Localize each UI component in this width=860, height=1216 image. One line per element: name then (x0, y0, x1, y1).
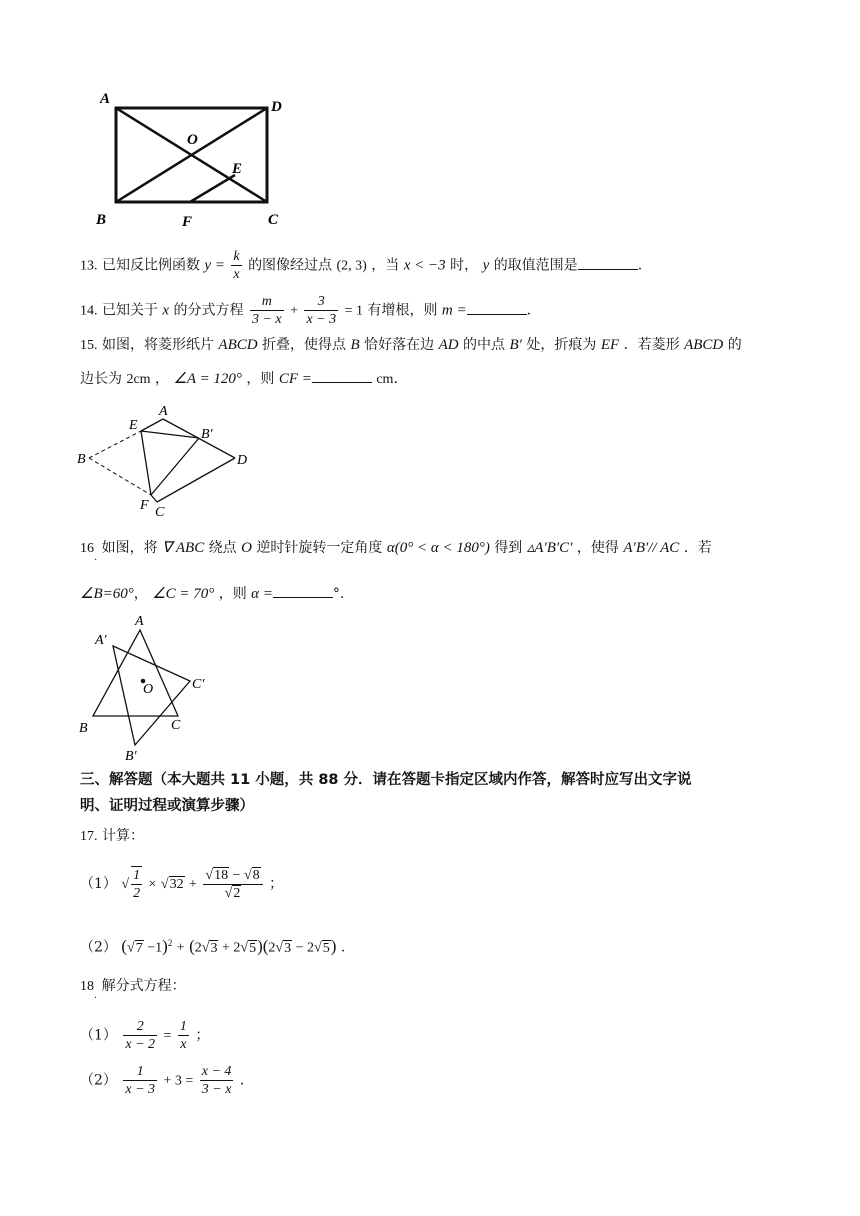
question-17-part-1: （1） √ $\frac{1}{2}$ × √32 + $\frac{√18 - √8}{√2}$ ； (80, 867, 284, 901)
fraction-sqrt: $\frac{√18 - √8}{√2}$ (203, 867, 262, 902)
question-14: 14. 已知关于 x 的分式方程 $\frac{m}{3 - x}$ + $\frac{3}{x - 3}$ = 1 有增根，则 m = . (80, 294, 532, 327)
label-F: F (140, 498, 149, 513)
question-16-line-1: $16_.$ 如图，将 ∇ ABC 绕点 O 逆时针旋转一定角度 α(0° < α < 180°) 得到 ▵A′B′C′ ，使得 A′B′// AC ．若 (80, 540, 712, 563)
label-A-prime: A′ (95, 633, 107, 648)
label-B: B (79, 721, 88, 736)
label-A: A (135, 614, 144, 629)
label-F: F (182, 214, 193, 230)
label-B: B (96, 212, 107, 228)
question-13: 13. 已知反比例函数 y = $\frac{k}{x}$ 的图像经过点 (2, 3) ，当 x < −3 时， y 的取值范围是 . (80, 249, 643, 282)
label-O: O (187, 132, 198, 148)
answer-blank-15[interactable] (312, 368, 372, 383)
rectangle-figure (90, 85, 305, 235)
label-D: D (237, 453, 248, 468)
answer-blank-14[interactable] (467, 300, 527, 315)
label-B-prime: B′ (201, 427, 213, 442)
label-B-prime: B′ (125, 749, 137, 764)
fraction-m: $\frac{m}{3 - x}$ (251, 294, 282, 327)
label-A: A (159, 404, 168, 419)
label-B: B (77, 452, 86, 467)
label-C-prime: C′ (192, 677, 205, 692)
rotation-figure (75, 608, 220, 768)
label-D: D (271, 99, 282, 115)
question-17: 17. 计算： (80, 828, 144, 844)
question-18-part-2: （2） $\frac{1}{x - 3}$ + 3 = $\frac{x - 4}{3 - x}$ . (80, 1064, 245, 1097)
question-16-line-2: ∠B=60°， ∠C = 70° ，则 α = °. (80, 583, 344, 604)
question-18: $18_.$ 解分式方程： (80, 978, 186, 1001)
label-E: E (232, 161, 243, 177)
question-15-line-2: 边长为 2cm ， ∠A = 120° ，则 CF = cm. (80, 368, 398, 390)
answer-blank-13[interactable] (578, 255, 638, 270)
section-3-heading-cont: 明、证明过程或演算步骤） (80, 798, 254, 814)
label-C: C (268, 212, 279, 228)
label-C: C (171, 718, 181, 733)
section-3-heading: 三、解答题（本大题共 11 小题，共 88 分．请在答题卡指定区域内作答，解答时应写出文字说 (80, 772, 692, 788)
label-A: A (100, 91, 111, 107)
fraction-3: $\frac{3}{x - 3}$ (306, 294, 337, 327)
answer-blank-16[interactable] (273, 583, 333, 598)
question-18-part-1: （1） $\frac{2}{x - 2}$ = $\frac{1}{x}$ ； (80, 1019, 210, 1052)
label-E: E (129, 418, 138, 433)
fraction-k-over-x: $\frac{k}{x}$ (233, 249, 240, 282)
label-O: O (143, 682, 154, 697)
label-C: C (155, 505, 165, 520)
question-15-line-1: 15. 如图，将菱形纸片 ABCD 折叠，使得点 B 恰好落在边 AD 的中点 B′ 处，折痕为 EF ．若菱形 ABCD 的 (80, 337, 742, 353)
rhombus-fold-figure (75, 400, 265, 520)
question-17-part-2: （2） $(√7 -1)^2 + (2√3 + 2√5)(2√3 - 2√5)$ . (80, 936, 346, 956)
